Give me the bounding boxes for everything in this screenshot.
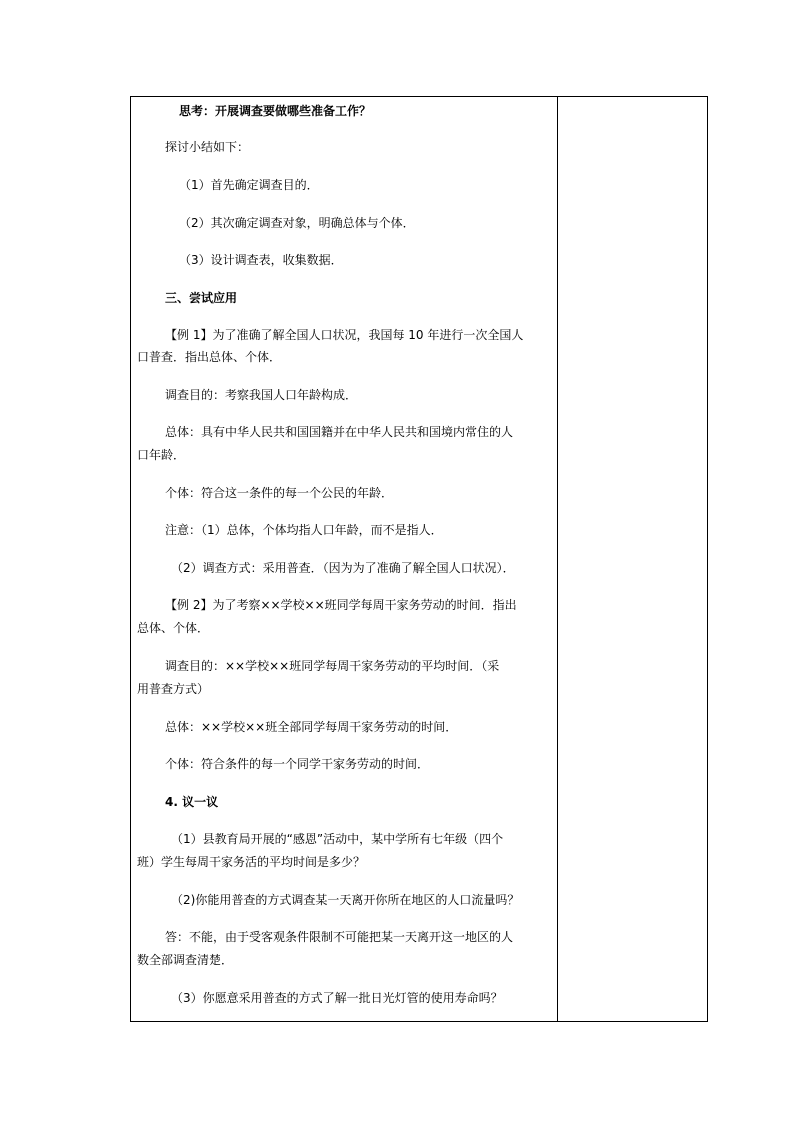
summary-item-1: （1）首先确定调查目的． — [179, 178, 319, 192]
summary-intro: 探讨小结如下： — [165, 140, 250, 154]
example2-total: 总体：××学校××班全部同学每周干家务劳动的时间． — [165, 720, 458, 734]
example1-total-line2: 口年龄． — [137, 448, 186, 462]
lesson-table — [130, 96, 708, 1022]
example2-line2: 总体、个体． — [137, 621, 210, 635]
example1-purpose: 调查目的：考察我国人口年龄构成． — [165, 388, 358, 402]
question2: （2)你能用普查的方式调查某一天离开你所在地区的人口流量吗？ — [171, 893, 520, 907]
notes-column-cell — [558, 97, 707, 1021]
summary-item-3: （3）设计调查表，收集数据． — [179, 253, 343, 267]
summary-item-2: （2）其次确定调查对象，明确总体与个体． — [179, 216, 415, 230]
example1-line2: 口普查．指出总体、个体． — [137, 350, 282, 364]
example2-purpose-line1: 调查目的：××学校××班同学每周干家务劳动的平均时间．（采 — [165, 659, 500, 673]
example1-line1: 【例 1】为了准确了解全国人口状况，我国每 10 年进行一次全国人 — [165, 328, 524, 342]
question1-line1: （1）县教育局开展的“感恩”活动中，某中学所有七年级（四个 — [171, 832, 504, 846]
section3-heading: 三、尝试应用 — [165, 291, 238, 305]
question3: （3）你愿意采用普查的方式了解一批日光灯管的使用寿命吗？ — [171, 991, 503, 1005]
example1-total-line1: 总体：具有中华人民共和国国籍并在中华人民共和国境内常住的人 — [165, 425, 514, 439]
example2-purpose-line2: 用普查方式） — [137, 682, 210, 696]
discuss-heading: 4. 议一议 — [165, 795, 219, 809]
question1-line2: 班）学生每周干家务活的平均时间是多少？ — [137, 855, 366, 869]
answer2-line2: 数全部调查清楚． — [137, 953, 234, 967]
answer2-line1: 答：不能，由于受客观条件限制不可能把某一天离开这一地区的人 — [165, 930, 514, 944]
example2-individual: 个体：符合条件的每一个同学干家务劳动的时间． — [165, 757, 430, 771]
example1-note: 注意：（1）总体，个体均指人口年龄，而不是指人． — [165, 523, 443, 537]
example1-individual: 个体：符合这一条件的每一个公民的年龄． — [165, 486, 394, 500]
example2-line1: 【例 2】为了考察××学校××班同学每周干家务劳动的时间．指出 — [165, 598, 517, 612]
think-heading: 思考：开展调查要做哪些准备工作？ — [179, 104, 372, 118]
example1-note2: （2）调查方式：采用普查．（因为为了准确了解全国人口状况）． — [171, 561, 515, 575]
